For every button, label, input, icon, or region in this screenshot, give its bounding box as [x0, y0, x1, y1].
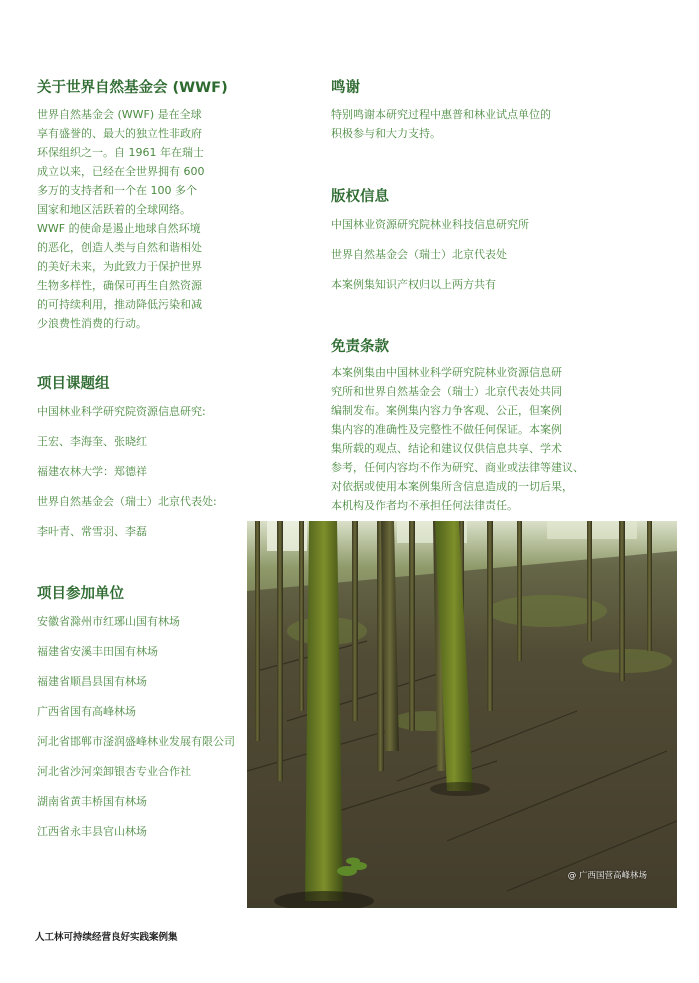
- project-team-item: 王宏、李海奎、张晓红: [37, 435, 147, 448]
- about-line: 环保组织之一。自 1961 年在瑞士: [37, 146, 204, 159]
- disclaimer-line: 编制发布。案例集内容力争客观、公正，但案例: [331, 404, 562, 417]
- participants-heading: 项目参加单位: [37, 586, 124, 602]
- about-wwf-heading: 关于世界自然基金会 (WWF): [37, 80, 228, 96]
- participant-item: 河北省沙河栾卸银杏专业合作社: [37, 765, 191, 778]
- participant-item: 江西省永丰县官山林场: [37, 825, 147, 838]
- participant-item: 河北省邯郸市滏润盛峰林业发展有限公司: [37, 735, 235, 748]
- forest-illustration: [247, 521, 677, 908]
- disclaimer-line: 集内容的准确性及完整性不做任何保证。本案例: [331, 423, 562, 436]
- about-line: 的恶化，创造人类与自然和谐相处: [37, 241, 202, 254]
- project-team-item: 世界自然基金会（瑞士）北京代表处:: [37, 495, 217, 508]
- participant-item: 安徽省滁州市红琊山国有林场: [37, 615, 180, 628]
- project-team-item: 中国林业科学研究院资源信息研究:: [37, 405, 206, 418]
- copyright-heading: 版权信息: [331, 189, 389, 205]
- about-line: 成立以来，已经在全世界拥有 600: [37, 165, 205, 178]
- about-line: 享有盛誉的、最大的独立性非政府: [37, 127, 202, 140]
- disclaimer-line: 参考，任何内容均不作为研究、商业或法律等建议、: [331, 461, 584, 474]
- participant-item: 福建省顺昌县国有林场: [37, 675, 147, 688]
- thanks-paragraph: [331, 105, 551, 143]
- disclaimer-line: 究所和世界自然基金会（瑞士）北京代表处共同: [331, 385, 562, 398]
- disclaimer-line: 集所载的观点、结论和建议仅供信息共享、学术: [331, 442, 562, 455]
- participant-item: 福建省安溪丰田国有林场: [37, 645, 158, 658]
- photo-credit: @ 广西国营高峰林场: [567, 871, 647, 881]
- participant-item: 广西省国有高峰林场: [37, 705, 136, 718]
- project-team-heading: 项目课题组: [37, 376, 110, 392]
- about-line: 世界自然基金会 (WWF) 是在全球: [37, 108, 202, 121]
- participant-item: 湖南省黄丰桥国有林场: [37, 795, 147, 808]
- copyright-item: 中国林业资源研究院林业科技信息研究所: [331, 218, 529, 231]
- forest-photo: [247, 521, 677, 908]
- about-wwf-paragraph: [37, 105, 205, 333]
- disclaimer-line: 本案例集由中国林业科学研究院林业资源信息研: [331, 366, 562, 379]
- disclaimer-paragraph: [331, 363, 584, 515]
- about-line: 少浪费性消费的行动。: [37, 317, 147, 330]
- copyright-item: 本案例集知识产权归以上两方共有: [331, 278, 496, 291]
- copyright-item: 世界自然基金会（瑞士）北京代表处: [331, 248, 507, 261]
- disclaimer-line: 对依据或使用本案例集所含信息造成的一切后果，: [331, 480, 573, 493]
- about-line: 国家和地区活跃着的全球网络。: [37, 203, 191, 216]
- thanks-line: 积极参与和大力支持。: [331, 127, 441, 140]
- about-line: 生物多样性，确保可再生自然资源: [37, 279, 202, 292]
- about-line: 的可持续利用，推动降低污染和减: [37, 298, 202, 311]
- footer-title: 人工林可持续经营良好实践案例集: [35, 932, 178, 943]
- disclaimer-heading: 免责条款: [331, 339, 389, 355]
- disclaimer-line: 本机构及作者均不承担任何法律责任。: [331, 499, 518, 512]
- thanks-heading: 鸣谢: [331, 80, 360, 96]
- about-line: 的美好未来，为此致力于保护世界: [37, 260, 202, 273]
- project-team-item: 李叶青、常雪羽、李磊: [37, 525, 147, 538]
- about-line: WWF 的使命是遏止地球自然环境: [37, 222, 201, 235]
- project-team-item: 福建农林大学：郑德祥: [37, 465, 147, 478]
- about-line: 多万的支持者和一个在 100 多个: [37, 184, 197, 197]
- thanks-line: 特别鸣谢本研究过程中惠普和林业试点单位的: [331, 108, 551, 121]
